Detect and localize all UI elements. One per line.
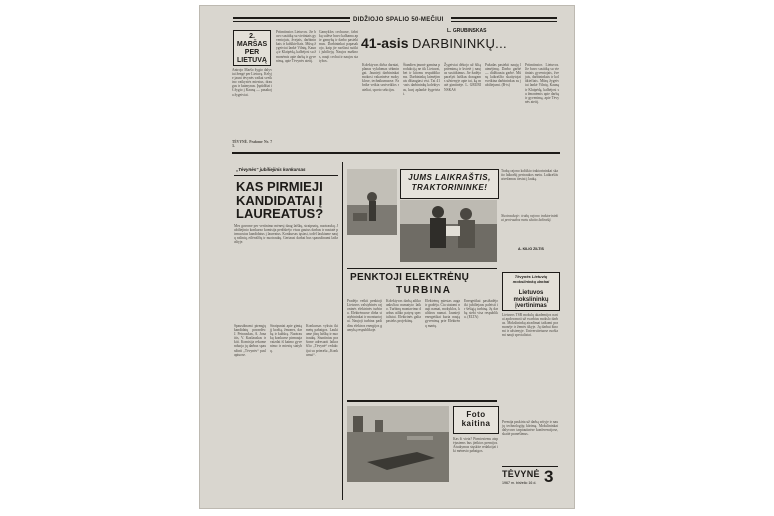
top-story-title-box: [233, 30, 271, 66]
header-rule-right: [451, 17, 557, 19]
photo-puzzle-text: Kas ši vieta? Pirmiesiems atspėjusiems bus įteiktos premijos. Atsakymus siųskite redakcijai iki mėnesio pabaigos.: [453, 437, 499, 454]
contest-tag: „Tėvynės“ jubiliejinis konkursas: [236, 167, 306, 172]
top-story-headline-number: 41-asis: [361, 35, 409, 51]
top-story-box-title: 2. MARŠAS PER LIETUVĄ: [236, 33, 268, 64]
section-divider: [232, 152, 560, 154]
top-story-col4: Kolektyvas dirba darniai, planas vykdomas sėkmingai. Jaunieji darbininkai mokosi vakarinėse mokyklose, technikumuose. Fabrike veikia saviveiklos rateliai, sporto sekcijos.: [362, 63, 399, 92]
photo-puzzle-image: [347, 406, 449, 482]
footer-date: 1967 m. birželio 16 d.: [502, 481, 537, 485]
footer-masthead: TĖVYNĖ: [502, 469, 540, 479]
photo-puzzle-title-box: [453, 406, 499, 434]
photo-puzzle-rule: [347, 400, 497, 402]
contest-col-a: Spausdinami pirmųjų kandidatų pavardės: J. Petrauskas, A. Jonaitis, V. Kazlauskas ir kiti. Komisija rekomenduoja jų darbus spausdinti „Tėvynės“ puslapiuose.: [234, 324, 266, 357]
header-rule-left: [233, 17, 350, 19]
top-story-col8: Priimtinsios Lietuvos. Jie buvo susitikę su vietiniais gyventojais, žvejais, darbininkais ir kolūkiečiais. Mūsų žygeiviai lankė Vilnių, Kauną ir Klaipėdą, kalbėjosi su žmonėmis apie darbą ir gyvenimą, apie Tėvynės ateitį.: [525, 63, 559, 104]
turbine-top-rule: [347, 268, 497, 269]
contest-col-b: Straipsniai apie gimtąjį kraštą, žmones, darbą ir kultūrą. Nuotraukų konkurse pirmauja vaizdai iš kaimo gyvenimo ir miestų statybų.: [270, 324, 302, 353]
tractor-caption: Nuotraukoje: trakų rajono traktorininkai pertraukos metu skaito laikraštį.: [501, 214, 558, 223]
contest-tag-rule: [234, 175, 338, 176]
turbine-headline-1: PENKTOJI ELEKTRĖNŲ: [350, 272, 470, 283]
header-banner: DIDŽIOJO SPALIO 50-MEČIUI: [353, 17, 444, 23]
photo-puzzle-title: Foto kaitina: [461, 410, 491, 428]
turbine-col-c: Elektrėnų miestas auga ir gražėja. Čia statomi nauji namai, mokyklos, kultūros namai. Jaunieji energetikai kuria naują gyvenimą prie Elektrėnų marių.: [425, 299, 460, 328]
top-story-col7: Pažadas pasiekti naujų laimėjimų. Darbo garbė — didžiausia garbė. Mūsų laikraščio skaitytojai sveikina darbininkus su jubiliejumi. (B-ts): [485, 63, 521, 88]
top-story-col2: Priimtinsios Lietuvos. Jie buvo susitikę su vietiniais gyventojais, žvejais, darbininkais ir kolūkiečiais. Mūsų žygeiviai lankė Vilnių, Kauną ir Klaipėdą, kalbėjosi su žmonėmis apie darbą ir gyvenimą, apie Tėvynės ateitį.: [276, 30, 316, 63]
science-header-box: [502, 272, 560, 311]
turbine-col-a: Pradėjo veikti penktoji Lietuvos valstybinės rajoninės elektrinės turbina. Elektrėnuose dirba statybininkai ir montuotojai. Naujoji turbina padidins elektros energijos gamybą respublikoje.: [347, 299, 382, 332]
tractor-photo-main: [400, 200, 497, 262]
turbine-col-d: Energetikai pasižadėjo iki jubiliejaus paleisti ir šeštąją turbiną. Jų darbą stebi visa respublika. (ELTA): [464, 299, 498, 320]
tractor-side-text: Trakų rajono kolūkio traktorininkai skaito laikraštį pertraukos metu. Laikraštis atvežamas tiesiai į lauką.: [501, 169, 558, 182]
science-body-2: Premija paskirta už darbą srityje ir naujų technologijų kūrimą. Mokslininkai dalyvavo tarptautinėse konferencijose, skaitė pranešimus.: [502, 420, 558, 437]
science-tag: Tėvynės Lietuvių mokslininkų darbai: [512, 274, 550, 284]
tractor-headline: JUMS LAIKRAŠTIS, TRAKTORININKE!: [408, 173, 491, 192]
top-story-col5: Šiandien įmonė gamina produkciją ne tik Lietuvai, bet ir kitoms respublikoms. Darbininkų laimėjimais džiaugiasi visi. Tai 41-asis darbininkų kolektyvas, kurį aplankė žygeiviai.: [403, 63, 440, 96]
contest-col-c: Konkursas vyksta iki metų pabaigos. Laukiame jūsų laiškų ir nuotraukų. Siuntinius prašome adresuoti laikraščio „Tėvynė“ redakcijai su prierašu „Konkursui“.: [306, 324, 338, 357]
tractor-credit: A. KILIO ZILTIS: [518, 247, 544, 251]
newspaper-page: [200, 6, 574, 508]
turbine-col-b: Kolektyvas darbą atliko anksčiau numatyto laiko. Turbinų montavimo darbus atliko patyrę specialistai. Elektrinės galia pasieks projektinę.: [386, 299, 421, 324]
tractor-headline-box: [400, 169, 499, 199]
top-story-headline-word: DARBININKŲ...: [412, 36, 507, 51]
contest-headline: KAS PIRMIEJI KANDIDATAI Į LAUREATUS?: [236, 179, 324, 221]
header-rule-left-thin: [233, 21, 350, 22]
top-story-col3: Gamyklos cechuose, fabrikų salėse buvo kalbama apie gamybą ir darbo pasiekimus. Darbininkai papasakojo, kaip jie ruošiasi sutikti jubiliejų. Naujos mašinos, nauji cechai ir naujos statybos.: [319, 30, 358, 63]
top-story-col6: Žygeiviai dėkojo už šiltą priėmimą ir kvietė į naujus susitikimus. Jie žadėjo parašyti laiškus draugams užsienyje apie tai, ką matė gimtinėje. L. GRUBINSKAS: [444, 63, 481, 92]
header-rule-right-thin: [451, 21, 557, 22]
science-body: Lietuvos TSR mokslų akademijos nariai apdovanoti už svarbius mokslo darbus. Mokslininkų atradimai taikomi pramonėje ir žemės ūkyje. Jų darbai žinomi ir užsienyje. Universitetuose ruošiami nauji specialistai.: [502, 313, 558, 338]
top-story-left-text: Antrojo Maršo žygio dalyviai žengė per Lietuvą. Kelyje jauni tėvynės vaikai sveikino vaikystės miestus, draugus ir kaimynus. Įspūdžiai iš žygio į Kauną — pasakoja žygeiviai.: [232, 68, 273, 97]
contest-intro: Mes gavome per vertinimo mėnesį daug laiškų, straipsnių, nuotraukų. Jubiliejinio konkurso komisija peržiūrėjo visus gautus darbus ir nustatė pirmuosius kandidatus į laureatus. Konkursas tęsiasi, todėl laukiame naujų rašinių, eilėraščių ir nuotraukų. Geriausi darbai bus spausdinami laikraštyje.: [234, 224, 338, 245]
science-headline: Lietuvos mokslininkų įvertinimas: [513, 290, 549, 309]
turbine-headline-2: TURBINA: [396, 285, 452, 296]
top-story-signoff: TĖVYNĖ. Prašome Nr. 73.: [232, 140, 272, 149]
page-number: 3: [544, 467, 554, 486]
column-divider: [342, 162, 343, 500]
top-story-byline: L. GRUBINSKAS: [447, 28, 487, 34]
tractor-photo-left: [347, 169, 397, 235]
